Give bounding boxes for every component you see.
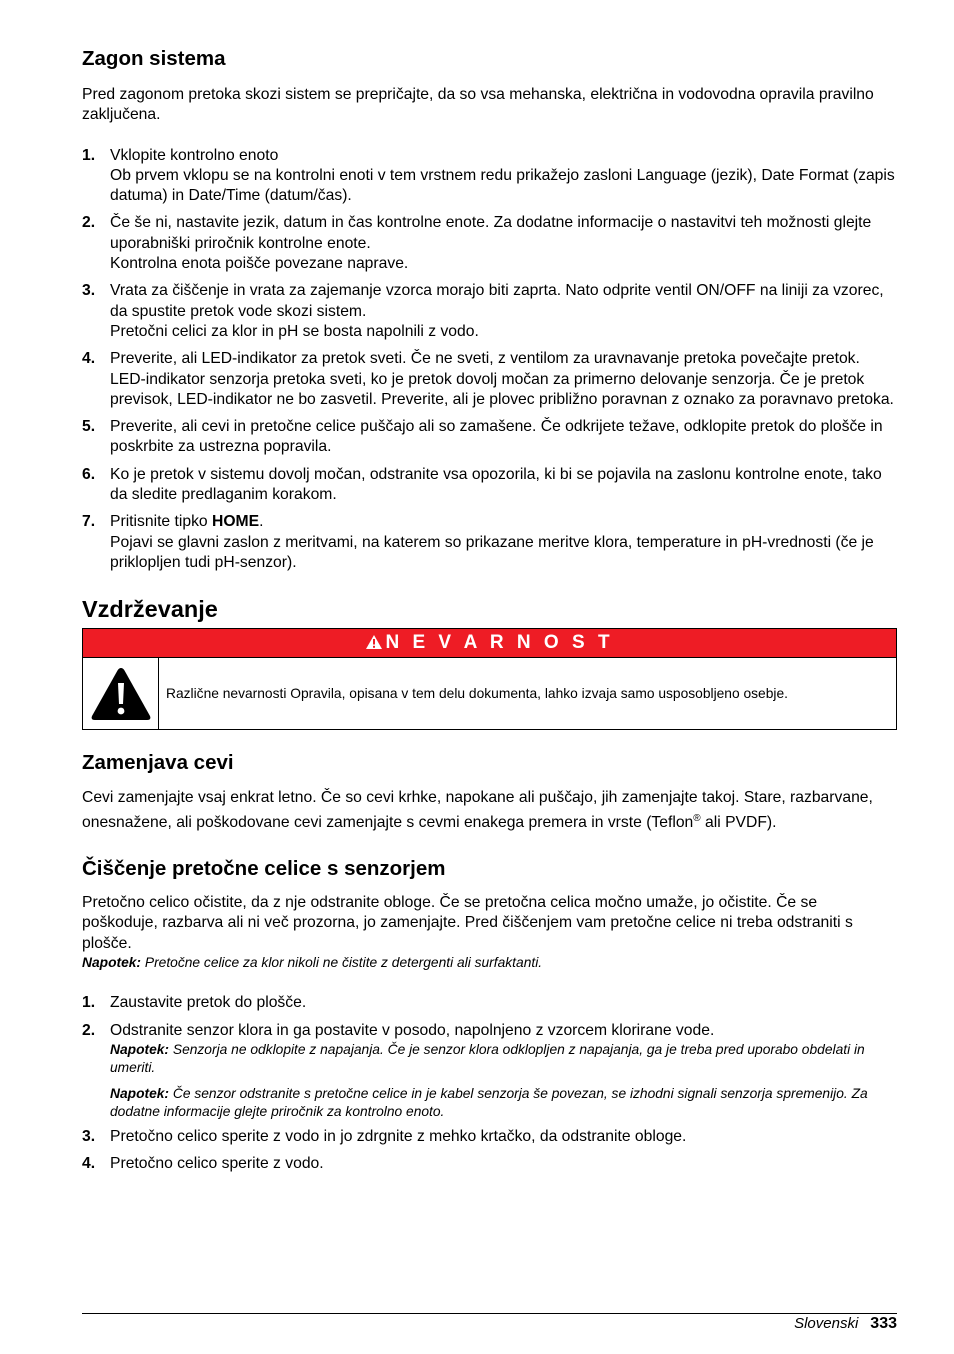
step-text: Odstranite senzor klora in ga postavite v posodo, napolnjeno z vzorcem klorirane vode. [110, 1021, 715, 1039]
ciscenje-note [82, 954, 897, 972]
step-number: 1. [82, 146, 96, 164]
step-number: 3. [82, 1128, 96, 1146]
zagon-intro: Pred zagonom pretoka skozi sistem se prepričajte, da so vsa mehanska, električna in vodovodna opravila pravilno zaključena. [82, 86, 874, 124]
danger-box [82, 628, 897, 730]
document-page [82, 44, 897, 1182]
zagon-steps [82, 146, 897, 574]
step-1 [82, 146, 897, 207]
step-text: Vklopite kontrolno enoto [110, 146, 279, 164]
step-result: Pojavi se glavni zaslon z meritvami, na katerem so prikazane meritve klora, temperature in pH-vrednosti (če je priklopljen tudi pH-senzor). [110, 533, 874, 571]
step-text: Vrata za čiščenje in vrata za zajemanje vzorca morajo biti zaprta. Nato odprite ventil ON/OFF na liniji za vzorec, da spustite pretok vode skozi sistem. [110, 282, 884, 320]
clean-step-4 [82, 1154, 897, 1174]
step-text: Preverite, ali LED-indikator za pretok sveti. Če ne sveti, z ventilom za uravnavanje pretoka povečajte pretok. [110, 350, 860, 368]
step-number: 2. [82, 1021, 96, 1039]
page-number: 333 [870, 1315, 897, 1332]
hazard-triangle-icon [83, 658, 159, 729]
step-text-pre: Pritisnite tipko [110, 513, 213, 531]
step-number: 1. [82, 994, 96, 1012]
footer-inner [82, 1314, 897, 1333]
note-label: Napotek: [82, 954, 142, 970]
clean-step-1 [82, 993, 897, 1013]
note-text: Senzorja ne odklopite z napajanja. Če je senzor klora odklopljen z napajanja, ga je treba pred uporabo obdelati in umeriti. [110, 1042, 865, 1075]
step-result: LED-indikator senzorja pretoka sveti, ko je pretok dovolj močan za primerno delovanje senzorja. Če je pretok previsok, LED-indikator ne bo zasvetil. Preverite, ali je plovec približno poravnan z oznako za poravnavo pretoka. [110, 370, 894, 408]
step-number: 4. [82, 350, 96, 368]
heading-zamenjava-cevi: Zamenjava cevi [82, 751, 234, 775]
step-result: Ob prvem vklopu se na kontrolni enoti v tem vrstnem redu prikažejo zasloni Language (jezik), Date Format (zapis datuma) in Date/Time (datum/čas). [110, 166, 895, 205]
step-number: 5. [82, 418, 96, 436]
heading-vzdrzevanje: Vzdrževanje [82, 596, 218, 623]
step-5 [82, 417, 897, 458]
zamenjava-text-main: Cevi zamenjajte vsaj enkrat letno. Če so cevi krhke, napokane ali puščajo, jih zamenjajte takoj. Stare, razbarvane, onesnažene, ali poškodovane cevi zamenjajte s cevmi enakega premera in vrste (Teflon [82, 789, 873, 831]
zamenjava-text-end: ali PVDF). [700, 813, 777, 831]
warning-icon [365, 631, 383, 659]
step-number: 4. [82, 1155, 96, 1173]
step-4 [82, 349, 897, 410]
step-text: Zaustavite pretok do plošče. [110, 994, 307, 1012]
note-label: Napotek: [110, 1086, 170, 1102]
zamenjava-text [82, 788, 897, 833]
danger-body [83, 658, 896, 729]
step-text: Če še ni, nastavite jezik, datum in čas kontrolne enote. Za dodatne informacije o nastavitvi teh možnosti glejte uporabniški priročnik kontrolne enote. [110, 214, 872, 252]
clean-step-3 [82, 1127, 897, 1147]
danger-header [83, 629, 896, 658]
step-3 [82, 281, 897, 342]
page-footer [82, 1313, 897, 1333]
home-key-label: HOME [212, 513, 260, 531]
ciscenje-steps [82, 993, 897, 1174]
step-text: Pretočno celico sperite z vodo. [110, 1155, 324, 1173]
step-number: 2. [82, 214, 96, 232]
step-6 [82, 465, 897, 506]
ciscenje-intro: Pretočno celico očistite, da z nje odstranite obloge. Če se pretočna celica močno umaže, jo očistite. Če se poškoduje, razbarva ali ni več prozorna, jo zamenjajte. Pred čiščenjem vam pretočne celice ni treba odstraniti s plošče. [82, 894, 853, 952]
step-result: Pretočni celici za klor in pH se bosta napolnili z vodo. [110, 322, 479, 340]
step-text-post: . [259, 513, 264, 531]
note-text: Če senzor odstranite s pretočne celice in je kabel senzorja še povezan, se izhodni signali senzorja spremenijo. Za dodatne informacije glejte priročnik za kontrolno enoto. [110, 1086, 868, 1119]
step-7 [82, 512, 897, 573]
step-2 [82, 213, 897, 274]
registered-mark: ® [693, 812, 701, 824]
danger-text: Različne nevarnosti Opravila, opisana v tem delu dokumenta, lahko izvaja samo usposobljeno osebje. [166, 686, 788, 702]
step-number: 3. [82, 282, 96, 300]
danger-label: N E V A R N O S T [385, 632, 614, 654]
step-text: Ko je pretok v sistemu dovolj močan, odstranite vsa opozorila, ki bi se pojavila na zaslonu kontrolne enote, tako da sledite predlaganim korakom. [110, 465, 882, 504]
step-result: Kontrolna enota poišče povezane naprave. [110, 255, 409, 273]
heading-ciscenje: Čiščenje pretočne celice s senzorjem [82, 857, 446, 881]
step-note-1 [110, 1041, 897, 1076]
step-note-2 [110, 1085, 897, 1120]
footer-language: Slovenski [794, 1315, 859, 1332]
step-text: Pretočno celico sperite z vodo in jo zdrgnite z mehko krtačko, da odstranite obloge. [110, 1128, 687, 1146]
step-number: 7. [82, 513, 96, 531]
clean-step-2 [82, 1021, 897, 1120]
note-text: Pretočne celice za klor nikoli ne čistite z detergenti ali surfaktanti. [141, 954, 543, 970]
note-label: Napotek: [110, 1042, 170, 1058]
step-text: Preverite, ali cevi in pretočne celice puščajo ali so zamašene. Če odkrijete težave, odklopite pretok do plošče in poskrbite za ustrezna popravila. [110, 418, 883, 456]
heading-zagon-sistema: Zagon sistema [82, 47, 226, 70]
step-number: 6. [82, 465, 96, 483]
